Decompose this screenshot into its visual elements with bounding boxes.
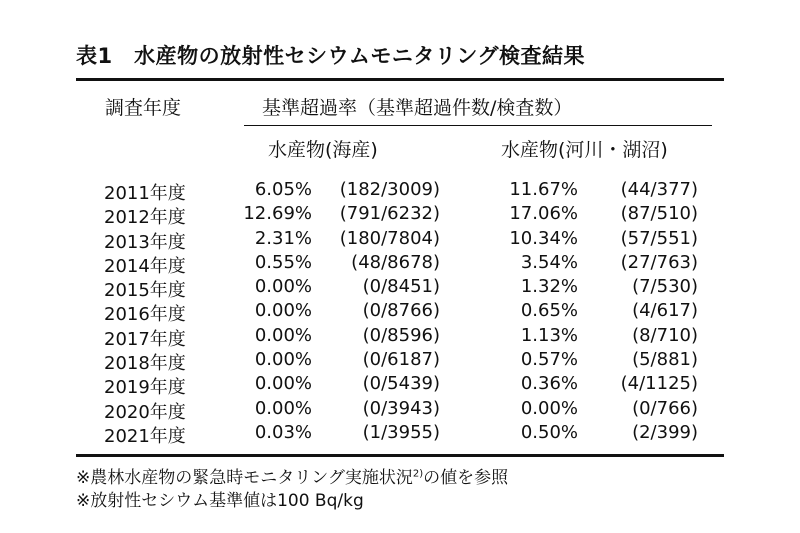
table-row <box>0 300 800 324</box>
year-cell: 2020年度 <box>104 401 186 423</box>
year-cell: 2019年度 <box>104 377 186 399</box>
top-rule <box>76 78 724 81</box>
sea-pct-cell: 0.00% <box>254 300 312 322</box>
table-row <box>0 325 800 349</box>
header-sea: 水産物(海産) <box>268 139 378 161</box>
header-rate: 基準超過率（基準超過件数/検査数） <box>262 97 573 119</box>
table-row <box>0 203 800 227</box>
year-cell: 2014年度 <box>104 255 186 277</box>
fresh-count-cell: (44/377) <box>620 179 698 200</box>
table-row <box>0 349 800 373</box>
fresh-pct-cell: 0.50% <box>520 421 578 443</box>
sea-count-cell: (48/8678) <box>351 251 440 273</box>
sea-pct-cell: 0.00% <box>254 276 312 298</box>
table-title: 表1 水産物の放射性セシウムモニタリング検査結果 <box>76 44 585 68</box>
year-cell: 2011年度 <box>104 183 186 204</box>
bottom-rule <box>76 454 724 457</box>
sea-count-cell: (791/6232) <box>339 203 440 225</box>
table-body <box>0 179 800 446</box>
sea-pct-cell: 0.00% <box>254 349 312 371</box>
sea-count-cell: (182/3009) <box>339 179 440 200</box>
fresh-count-cell: (8/710) <box>632 324 698 346</box>
fresh-count-cell: (4/617) <box>632 300 698 322</box>
year-cell: 2017年度 <box>104 328 186 350</box>
sea-count-cell: (0/8451) <box>362 276 440 298</box>
sea-count-cell: (1/3955) <box>362 421 440 443</box>
fresh-pct-cell: 3.54% <box>520 251 578 273</box>
sea-count-cell: (0/6187) <box>362 349 440 371</box>
fresh-count-cell: (5/881) <box>632 349 698 371</box>
footnote-reference: 2) <box>412 468 424 480</box>
footnote-source-text: ※農林水産物の緊急時モニタリング実施状況 <box>76 468 413 488</box>
sea-pct-cell: 2.31% <box>254 227 312 249</box>
fresh-pct-cell: 0.65% <box>520 300 578 322</box>
fresh-pct-cell: 0.36% <box>520 373 578 395</box>
fresh-count-cell: (87/510) <box>620 203 698 225</box>
sea-pct-cell: 6.05% <box>254 179 312 200</box>
sea-pct-cell: 0.00% <box>254 324 312 346</box>
table-row <box>0 276 800 300</box>
footnote-source-tail: の値を参照 <box>423 468 509 488</box>
fresh-count-cell: (2/399) <box>632 421 698 443</box>
sea-pct-cell: 12.69% <box>243 203 312 225</box>
sea-count-cell: (0/8766) <box>362 300 440 322</box>
sea-count-cell: (0/8596) <box>362 324 440 346</box>
fresh-count-cell: (27/763) <box>620 251 698 273</box>
header-fresh: 水産物(河川・湖沼) <box>501 139 668 161</box>
sea-pct-cell: 0.03% <box>254 421 312 443</box>
fresh-pct-cell: 11.67% <box>509 179 578 200</box>
fresh-pct-cell: 0.57% <box>520 349 578 371</box>
year-cell: 2013年度 <box>104 231 186 253</box>
header-subrule <box>244 125 712 126</box>
table-row <box>0 252 800 276</box>
sea-pct-cell: 0.00% <box>254 397 312 419</box>
sea-count-cell: (0/3943) <box>362 397 440 419</box>
sea-pct-cell: 0.55% <box>254 251 312 273</box>
fresh-count-cell: (0/766) <box>632 397 698 419</box>
fresh-pct-cell: 1.32% <box>520 276 578 298</box>
footnote-standard: ※放射性セシウム基準値は100 Bq/kg <box>76 491 364 511</box>
fresh-count-cell: (7/530) <box>632 276 698 298</box>
footnote-source <box>76 463 508 488</box>
sea-count-cell: (180/7804) <box>339 227 440 249</box>
year-cell: 2012年度 <box>104 207 186 229</box>
sea-pct-cell: 0.00% <box>254 373 312 395</box>
header-year: 調査年度 <box>105 97 182 119</box>
year-cell: 2015年度 <box>104 280 186 302</box>
table-row <box>0 228 800 252</box>
year-cell: 2016年度 <box>104 304 186 326</box>
fresh-pct-cell: 10.34% <box>509 227 578 249</box>
table-row <box>0 422 800 446</box>
year-cell: 2018年度 <box>104 353 186 375</box>
table-row <box>0 373 800 397</box>
fresh-pct-cell: 1.13% <box>520 324 578 346</box>
fresh-pct-cell: 0.00% <box>520 397 578 419</box>
table-row <box>0 179 800 203</box>
fresh-count-cell: (57/551) <box>620 227 698 249</box>
sea-count-cell: (0/5439) <box>362 373 440 395</box>
table-row <box>0 398 800 422</box>
year-cell: 2021年度 <box>104 425 186 447</box>
fresh-pct-cell: 17.06% <box>509 203 578 225</box>
fresh-count-cell: (4/1125) <box>620 373 698 395</box>
